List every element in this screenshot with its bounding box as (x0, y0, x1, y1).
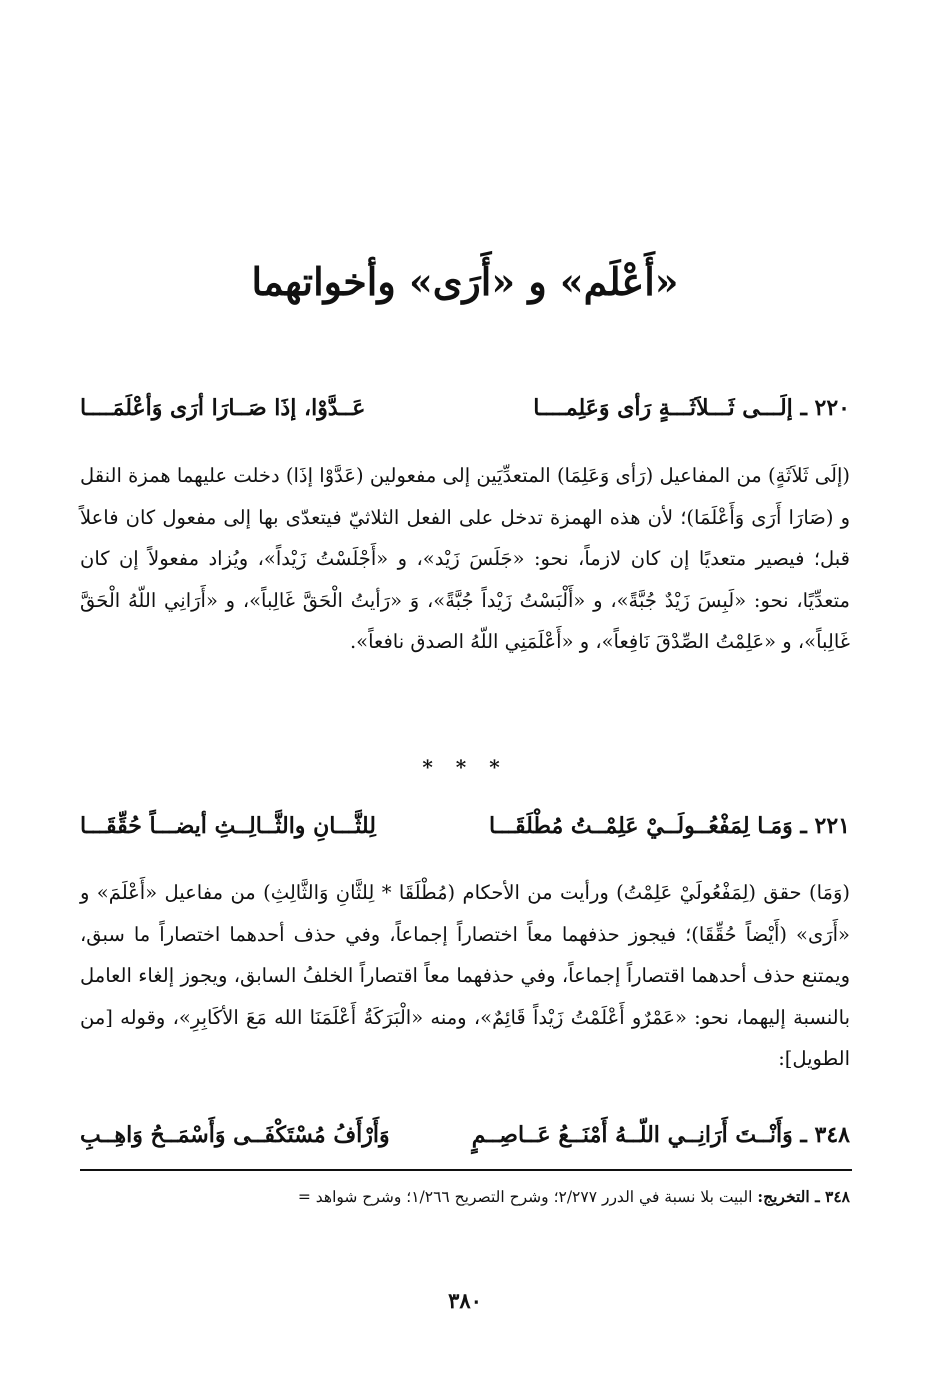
commentary-paragraph-220: (إلَى ثَلاَثَةٍ) من المفاعيل (رَأى وَعَلِمَا) المتعدِّيَين إلى مفعولين (عَدَّوْا إذَا) دخلت عليهما همزة النقل و (صَارَا أَرَى وَأَعْلَمَا)؛ لأن هذه الهمزة تدخل على الفعل الثلاثيّ فيتعدّى بها إلى مفعول كان فاعلاً قبل؛ فيصير متعديًا إن كان لازماً، نحو: «جَلَسَ زَيْد»، و «أَجْلَسْتُ زَيْداً»، ويُزاد مفعولاً إن كان متعدِّيًا، نحو: «لَبِسَ زَيْدٌ جُبَّةً»، و «أَلْبَسْتُ زَيْداً جُبَّةً»، وَ «رَأيتُ الْحَقَّ غَالِباً»، و «أَرَانِي اللّهُ الْحَقَّ غَالِباً»، و «عَلِمْتُ الصِّدْقَ نَافِعاً»، و «أَعْلَمَنِي اللّهُ الصدق نافعاً». (80, 464, 850, 654)
footnote-divider (80, 1169, 852, 1171)
verse-first-hemistich: ٢٢٠ ـ إلَـــى ثَـــلاَثَـــةٍ رَأى وَعَلِمــــا (533, 395, 850, 421)
footnote (40, 1182, 850, 1212)
commentary-paragraph-221: (وَمَا) حقق (لِمَفْعُولَيْ عَلِمْتُ) ورأيت من الأحكام (مُطْلَقَا * لِلثَّانِ وَالثَّالِثِ) من مفاعيل «أَعْلَمَ» و «أَرَى» (أَيْضاً حُقِّقَا)؛ فيجوز حذفهما معاً اختصاراً إجماعاً، وفي حذف أحدهما اختصاراً ما سبق، ويمتنع حذف أحدهما اقتصاراً إجماعاً، وفي حذفهما معاً اقتصاراً الخلفُ السابق، ويجوز إلغاء العامل بالنسبة إليهما، نحو: «عَمْرٌو أَعْلَمْتُ زَيْداً قَائِمٌ»، ومنه «الْبَرَكَةُ أَعْلَمَنَا الله مَعَ الأكَابِرِ»، وقوله [من الطويل]: (80, 881, 850, 1071)
verse-first-hemistich: ٢٢١ ـ وَمَـا لِمَفْعُــولَــيْ عَلِمْــتُ مُطْلَقَـــا (488, 813, 850, 839)
verse-348-quotation (80, 1117, 850, 1153)
footnote-text: البيت بلا نسبة في الدرر ٢/٢٧٧؛ وشرح التصريح ١/٢٦٦؛ وشرح شواهد = (297, 1188, 753, 1206)
section-separator: * * * (422, 755, 508, 779)
page-number: ٣٨٠ (448, 1288, 482, 1313)
verse-first-hemistich: ٣٤٨ ـ وَأَنْــتَ أَرَانِــي اللّــهُ أَمْنَــعُ عَــاصِــمٍ (471, 1122, 850, 1148)
verse-second-hemistich: وَأَرْأَفُ مُسْتَكْفَــى وَأَسْمَــحُ وَاهِــبِ (80, 1122, 390, 1148)
chapter-title: «أَعْلَم» و «أَرَى» وأخواتهما (251, 259, 679, 304)
verse-second-hemistich: لِلثَّـــانِ والثَّــالِــثِ أيضـــاً حُقِّقَـــا (80, 813, 376, 839)
footnote-label: ٣٤٨ ـ التخريج: (757, 1187, 850, 1206)
verse-221 (80, 808, 850, 844)
verse-220 (80, 390, 850, 426)
verse-second-hemistich: عَــدَّوْا، إذَا صَــارَا أرَى وَأعْلَمَــــا (80, 395, 366, 421)
